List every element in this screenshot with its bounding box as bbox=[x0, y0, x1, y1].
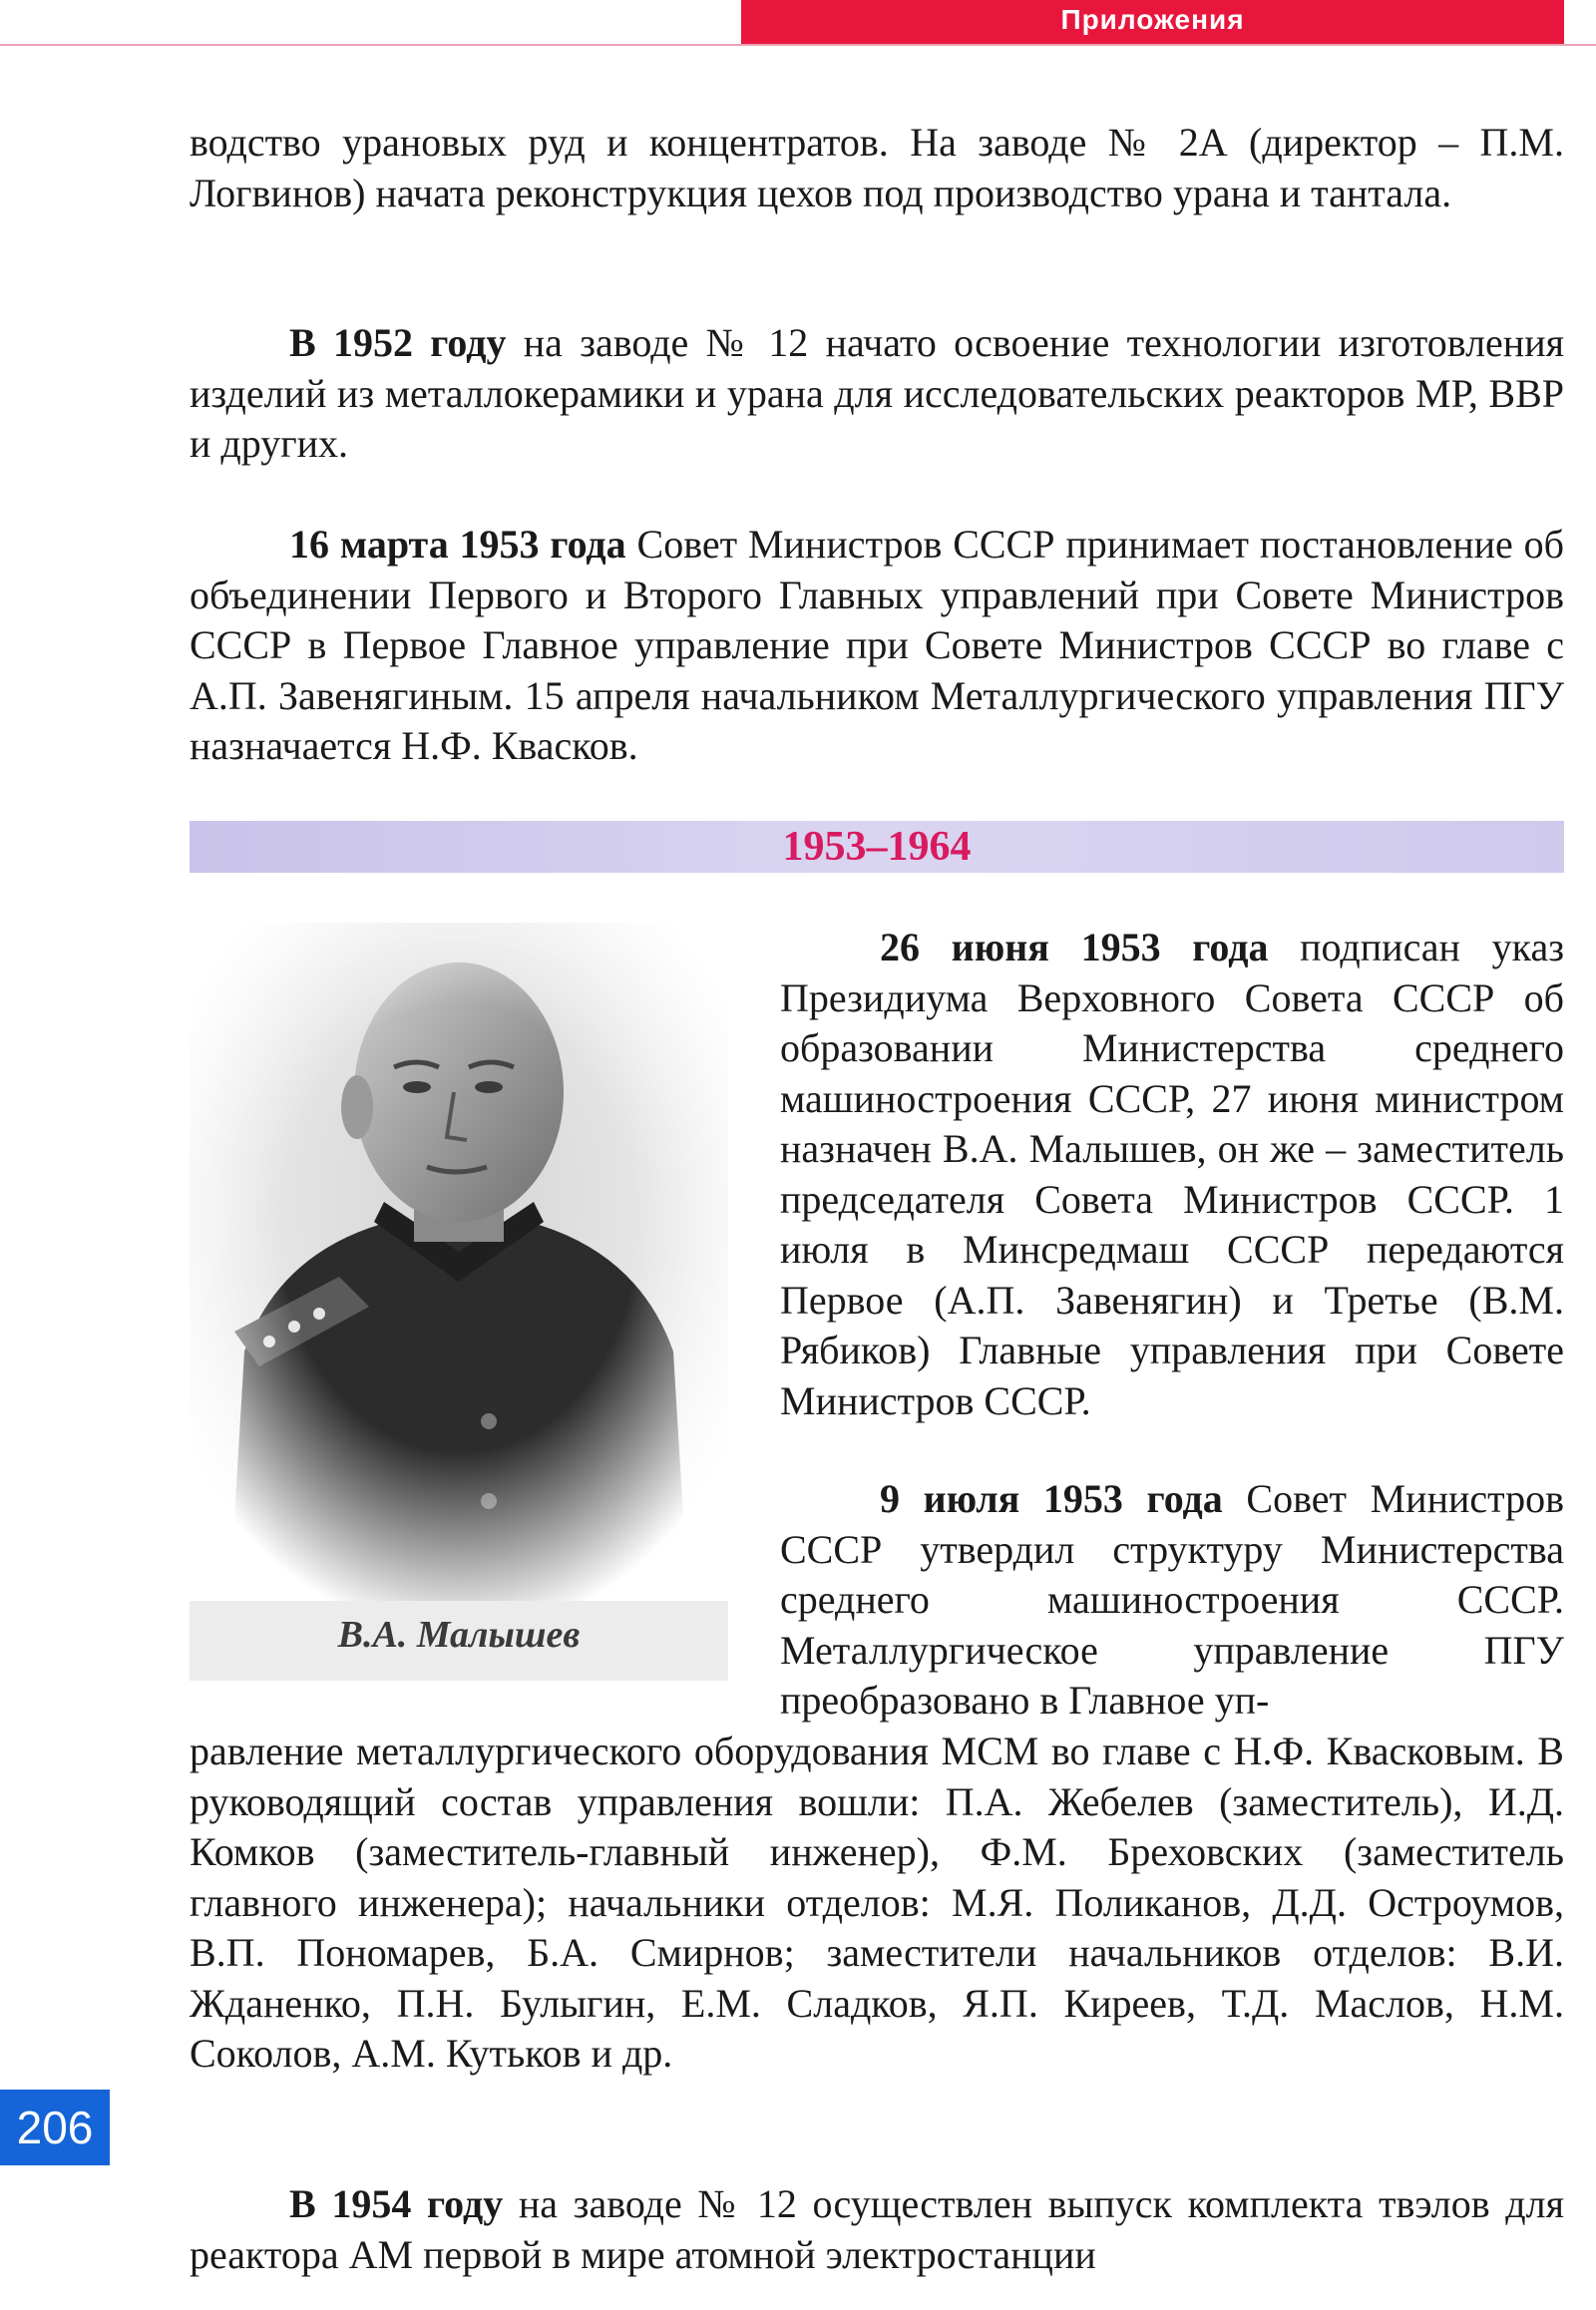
period-band bbox=[190, 821, 1564, 873]
date-1954: В 1954 году bbox=[289, 2181, 504, 2226]
portrait-image bbox=[190, 923, 728, 1601]
paragraph-continuation: водство урановых руд и концентратов. На заводе № 2А (директор – П.М. Логвинов) начата реконструкция цехов под производство урана и тантала. bbox=[190, 120, 1564, 215]
header-divider bbox=[0, 44, 1596, 46]
paragraph-1952 bbox=[190, 318, 1564, 470]
portrait-photo bbox=[190, 923, 728, 1681]
paragraph-march-1953 bbox=[190, 520, 1564, 772]
period-title: 1953–1964 bbox=[782, 824, 972, 870]
text-1954: на заводе № 12 осуществлен выпуск комплекта твэлов для реактора АМ первой в мире атомной электростанции bbox=[190, 2181, 1564, 2277]
photo-caption: В.А. Малышев bbox=[337, 1614, 581, 1656]
date-march-1953: 16 марта 1953 года bbox=[289, 522, 626, 567]
paragraph-july-1953 bbox=[780, 1474, 1564, 1727]
paragraph-july-1953-continued: равление металлургического оборудования МСМ во главе с Н.Ф. Квасковым. В руководящий состав управления вошли: П.А. Жебелев (заместитель), И.Д. Комков (заместитель-главный инженер), Ф.М. Бреховских (заместитель главного инженера); начальники отделов: М.Я. Поликанов, Д.Д. Остроумов, В.П. Пономарев, Б.А. Смирнов; заместители начальников отделов: В.И. Жданенко, П.Н. Булыгин, Е.М. Сладков, Я.П. Киреев, Т.Д. Маслов, Н.М. Соколов, А.М. Кутьков и др. bbox=[190, 1729, 1564, 2076]
paragraph-june-1953 bbox=[780, 923, 1564, 1426]
section-header-tab: Приложения bbox=[741, 0, 1564, 44]
text-july-1953: Совет Министров СССР утвердил структуру Министерства среднего машиностроения СССР. Металлургическое управление ПГУ преобразовано в Главное уп- bbox=[780, 1476, 1564, 1723]
date-1952: В 1952 году bbox=[289, 320, 507, 365]
text-march-1953: Совет Министров СССР принимает постановление об объединении Первого и Второго Главных управлений при Совете Министров СССР в Первое Главное управление при Совете Министров СССР во главе с А.П. Завенягиным. 15 апреля начальником Металлургического управления ПГУ назначается Н.Ф. Квасков. bbox=[190, 522, 1564, 768]
page-number: 206 bbox=[0, 2090, 110, 2165]
date-july-1953: 9 июля 1953 года bbox=[880, 1476, 1223, 1521]
text-june-1953: подписан указ Президиума Верховного Совета СССР об образовании Министерства среднего машиностроения СССР, 27 июня министром назначен В.А. Малышев, он же – заместитель председателя Совета Министров СССР. 1 июля в Минсредмаш СССР передаются Первое (А.П. Завенягин) и Третье (В.М. Рябиков) Главные управления при Совете Министров СССР. bbox=[780, 925, 1564, 1423]
paragraph-1954 bbox=[190, 2179, 1564, 2280]
date-june-1953: 26 июня 1953 года bbox=[880, 925, 1269, 969]
text-1952: на заводе № 12 начато освоение технологии изготовления изделий из металлокерамики и урана для исследовательских реакторов МР, ВВР и других. bbox=[190, 320, 1564, 466]
